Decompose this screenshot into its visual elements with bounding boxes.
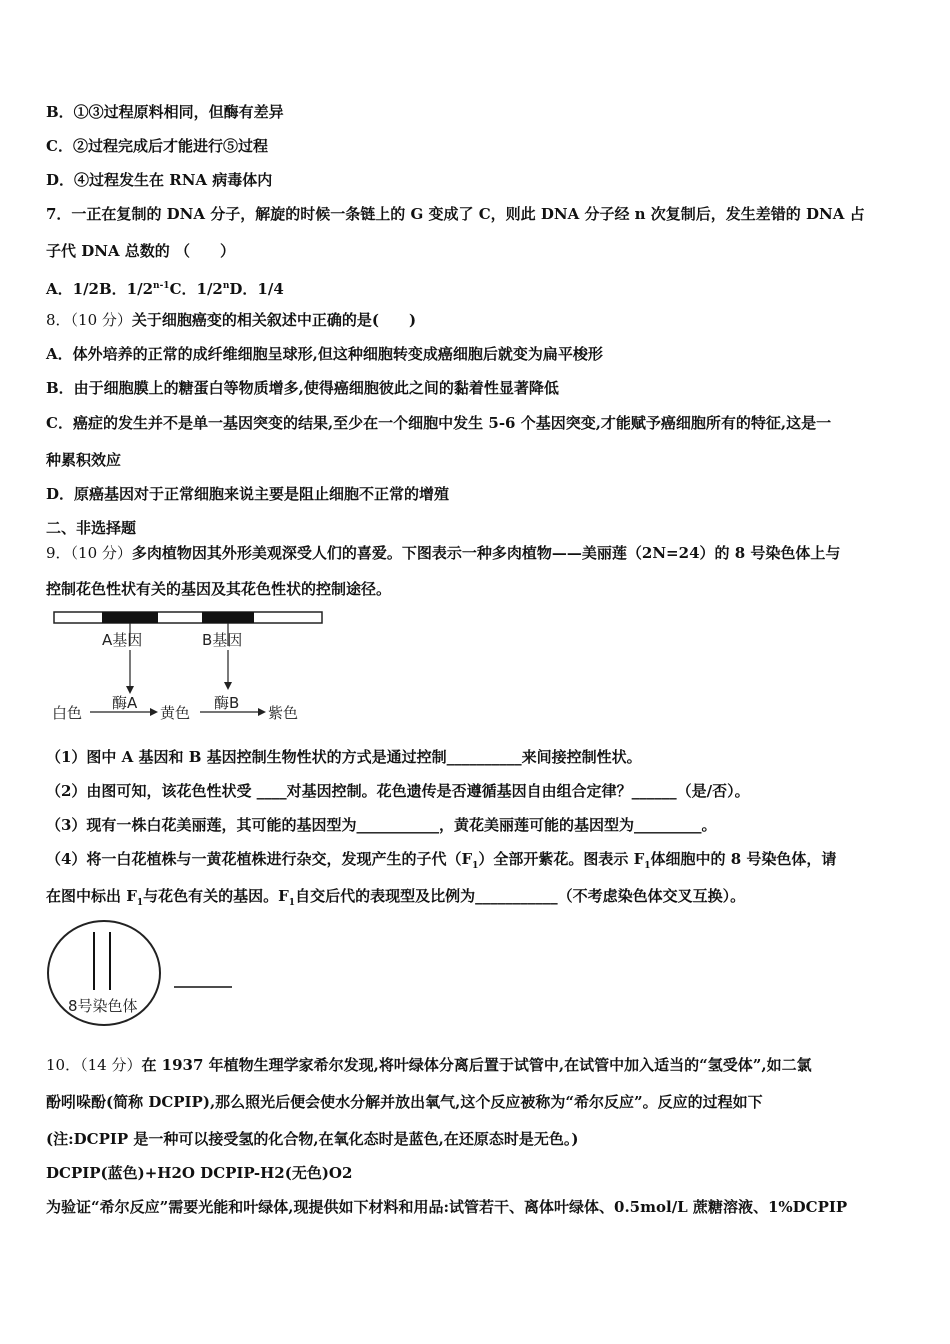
q9-part4-line1 (46, 849, 836, 876)
q7-option-ab: A．1/2B．1/2 (46, 280, 154, 298)
q6-option-d: D．④过程发生在 RNA 病毒体内 (46, 171, 273, 189)
q9-part4-sub1: 1 (472, 861, 479, 871)
chromosome-circle-figure (46, 918, 246, 1028)
q8-option-d: D．原癌基因对于正常细胞来说主要是阻止细胞不正常的增殖 (46, 485, 450, 503)
q7-option-d: D．1/4 (229, 280, 284, 298)
q9-part1: （1）图中 A 基因和 B 基因控制生物性状的方式是通过控制__________来间接控制性状。 (46, 748, 642, 766)
gene-a-segment (102, 612, 158, 623)
q7-sup-2: n (222, 281, 230, 291)
q9-part4-seg5: 与花色有关的基因。F (143, 887, 289, 905)
q8-option-c-line2: 种累积效应 (46, 451, 122, 469)
q9-part4-line2 (46, 886, 745, 913)
q9-number: 9．（10 分） (46, 544, 132, 562)
arrow-yellow-purple-head (258, 708, 266, 716)
purple-color-label: 紫色 (268, 704, 299, 722)
q8-option-c-line1: C．癌症的发生并不是单一基因突变的结果,至少在一个细胞中发生 5-6 个基因突变,才能赋予癌细胞所有的特征,这是一 (46, 414, 832, 432)
q9-part4-sub4: 1 (288, 898, 296, 908)
q9-part3: （3）现有一株白花美丽莲，其可能的基因型为___________，黄花美丽莲可能的基因型为_________。 (46, 816, 717, 834)
q9-text: 多肉植物因其外形美观深受人们的喜爱。下图表示一种多肉植物——美丽莲（2N=24）的 8 号染色体上与 (131, 544, 841, 562)
q9-part2: （2）由图可知，该花色性状受 ____对基因控制。花色遗传是否遵循基因自由组合定律？______（是/否）。 (46, 782, 750, 800)
q10-note: (注:DCPIP 是一种可以接受氢的化合物,在氧化态时是蓝色,在还原态时是无色。) (46, 1130, 579, 1148)
section-heading: 二、非选择题 (46, 519, 137, 537)
q8-option-b: B．由于细胞膜上的糖蛋白等物质增多,使得癌细胞彼此之间的黏着性显著降低 (46, 379, 559, 397)
q9-part4-seg3: 体细胞中的 8 号染色体，请 (650, 850, 837, 868)
arrow-a-head (126, 686, 134, 694)
q9-stem-line1 (46, 543, 840, 563)
white-color-label: 白色 (52, 704, 83, 722)
arrow-b-head (224, 682, 232, 690)
q9-part4-seg2: ）全部开紫花。图表示 F (478, 850, 645, 868)
q7-sup-1: n-1 (153, 281, 170, 291)
q8-stem (46, 310, 416, 330)
q10-materials: 为验证“希尔反应”需要光能和叶绿体,现提供如下材料和用品:试管若干、离体叶绿体、0.5mol/L 蔗糖溶液、1%DCPIP (46, 1198, 848, 1216)
q10-equation: DCPIP(蓝色)+H2O DCPIP-H2(无色)O2 (46, 1164, 353, 1182)
gene-b-segment (202, 612, 254, 623)
enzyme-b-label: 酶B (214, 694, 240, 712)
q9-part4-seg1: （4）将一白花植株与一黄花植株进行杂交，发现产生的子代（F (46, 850, 473, 868)
q7-options (46, 276, 284, 299)
q6-option-b: B．①③过程原料相同，但酶有差异 (46, 103, 284, 121)
q10-number: 10．（14 分） (46, 1056, 142, 1074)
q8-number: 8．（10 分） (46, 311, 132, 329)
gene-a-label: A基因 (102, 631, 143, 649)
q10-text: 在 1937 年植物生理学家希尔发现,将叶绿体分离后置于试管中,在试管中加入适当的“氢受体”,如二氯 (141, 1056, 812, 1074)
q7-stem-line1: 7．一正在复制的 DNA 分子，解旋的时候一条链上的 G 变成了 C，则此 DNA 分子经 n 次复制后，发生差错的 DNA 占 (46, 205, 865, 223)
q9-stem-line2: 控制花色性状有关的基因及其花色性状的控制途径。 (46, 580, 392, 598)
gene-pathway-diagram (50, 608, 330, 728)
arrow-white-yellow-head (150, 708, 158, 716)
q10-stem-line2: 酚吲哚酚(简称 DCPIP),那么照光后便会使水分解并放出氧气,这个反应被称为“希尔反应”。反应的过程如下 (46, 1093, 763, 1111)
gene-b-label: B基因 (202, 631, 243, 649)
q9-part4-seg4: 在图中标出 F (46, 887, 137, 905)
q9-part4-seg6: 自交后代的表现型及比例为___________（不考虑染色体交叉互换）。 (295, 887, 746, 905)
q8-option-a: A．体外培养的正常的成纤维细胞呈球形,但这种细胞转变成癌细胞后就变为扁平梭形 (46, 345, 603, 363)
q7-stem-line2: 子代 DNA 总数的 （ ） (46, 242, 236, 260)
yellow-color-label: 黄色 (160, 704, 191, 722)
q10-stem-line1 (46, 1055, 812, 1075)
q9-part4-sub2: 1 (644, 861, 651, 871)
q8-text: 关于细胞癌变的相关叙述中正确的是( ) (131, 311, 417, 329)
q6-option-c: C．②过程完成后才能进行⑤过程 (46, 137, 268, 155)
chromosome-label: 8号染色体 (68, 997, 138, 1015)
chromosome-bar (54, 612, 322, 623)
enzyme-a-label: 酶A (112, 694, 138, 712)
q7-option-c: C．1/2 (169, 280, 223, 298)
q9-part4-sub3: 1 (136, 898, 144, 908)
